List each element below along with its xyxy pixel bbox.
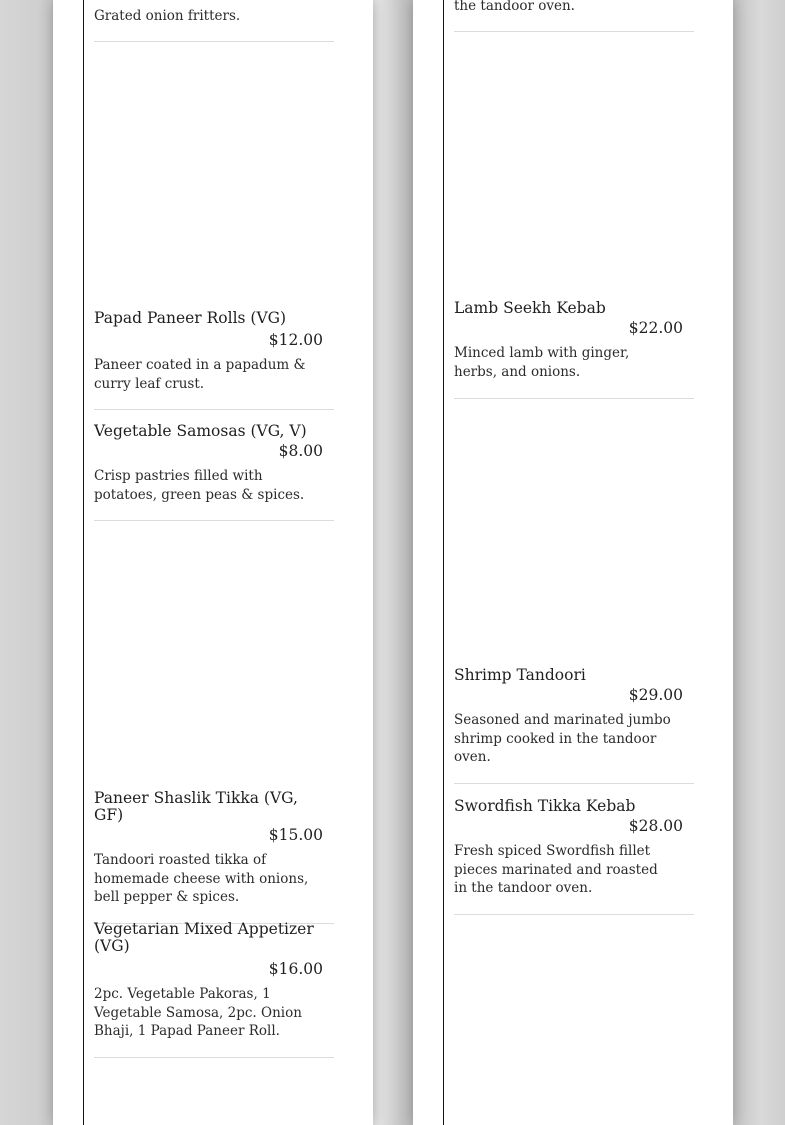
menu-item-name: Shrimp Tandoori xyxy=(454,666,586,684)
menu-item[interactable] xyxy=(94,423,334,521)
page-margin-rule xyxy=(443,0,444,1125)
menu-item[interactable] xyxy=(454,798,694,915)
menu-item-name: Swordfish Tikka Kebab xyxy=(454,797,636,815)
menu-item-price: $22.00 xyxy=(628,319,683,337)
menu-item-price: $8.00 xyxy=(278,442,323,460)
menu-item[interactable] xyxy=(454,300,694,399)
menu-item[interactable] xyxy=(454,667,694,784)
menu-item[interactable] xyxy=(94,790,334,924)
menu-item-price: $28.00 xyxy=(628,817,683,835)
menu-item-description: Crisp pastries filled with potatoes, green peas & spices. xyxy=(94,468,305,503)
menu-item-description: Tandoori roasted tikka of homemade cheese with onions, bell pepper & spices. xyxy=(94,852,309,905)
menu-item-description: Paneer coated in a papadum & curry leaf crust. xyxy=(94,357,306,392)
menu-item-price: $12.00 xyxy=(268,331,323,349)
menu-item[interactable] xyxy=(94,310,334,410)
menu-item-description: Fresh spiced Swordfish fillet pieces marinated and roasted in the tandoor oven. xyxy=(454,843,658,896)
menu-item-price: $15.00 xyxy=(268,826,323,844)
menu-item-description: Minced lamb with ginger, herbs, and onions. xyxy=(454,345,630,380)
menu-item-description: Grated onion fritters. xyxy=(94,8,241,24)
menu-item-fragment xyxy=(94,7,334,42)
menu-item-price: $16.00 xyxy=(268,960,323,978)
menu-item[interactable] xyxy=(94,921,334,1058)
menu-item-name: Papad Paneer Rolls (VG) xyxy=(94,309,287,327)
menu-item-description: 2pc. Vegetable Pakoras, 1 Vegetable Samosa, 2pc. Onion Bhaji, 1 Papad Paneer Roll. xyxy=(94,986,302,1039)
menu-item-name: Paneer Shaslik Tikka (VG, GF) xyxy=(94,789,298,824)
menu-page-right xyxy=(413,0,733,1125)
menu-item-name: Lamb Seekh Kebab xyxy=(454,299,606,317)
page-margin-rule xyxy=(83,0,84,1125)
menu-item-price: $29.00 xyxy=(628,686,683,704)
menu-item-name: Vegetable Samosas (VG, V) xyxy=(94,422,307,440)
menu-item-name: Vegetarian Mixed Appetizer (VG) xyxy=(94,920,314,955)
menu-item-fragment xyxy=(454,0,694,32)
menu-item-description: the tandoor oven. xyxy=(454,0,575,14)
menu-item-description: Seasoned and marinated jumbo shrimp cooked in the tandoor oven. xyxy=(454,712,671,765)
menu-page-left xyxy=(53,0,373,1125)
